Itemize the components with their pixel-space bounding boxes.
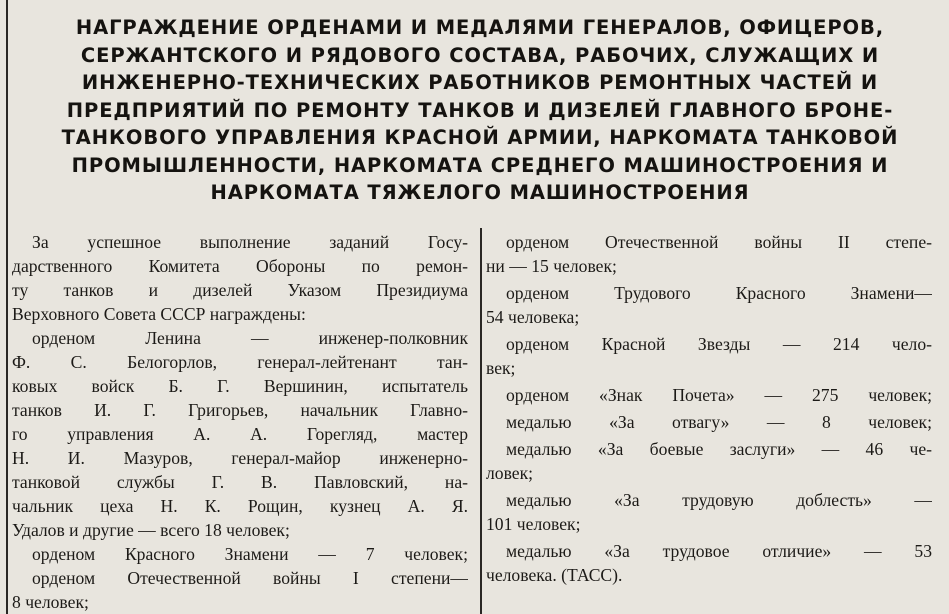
body-line: медалью «За отвагу» — 8 человек; <box>506 412 932 432</box>
body-line: орденом Красной Звезды — 214 чело- <box>506 334 932 354</box>
headline-line: ПРЕДПРИЯТИЙ ПО РЕМОНТУ ТАНКОВ И ДИЗЕЛЕЙ ГЛАВНОГО БРОНЕ- <box>66 98 894 122</box>
body-line: орденом Отечественной войны I степени— <box>32 568 468 588</box>
body-line: 54 человека; <box>486 307 580 327</box>
body-line: ловек; <box>486 463 534 483</box>
body-line: дарственного Комитета Обороны по ремон- <box>12 256 468 276</box>
body-line: орденом «Знак Почета» — 275 человек; <box>506 385 932 405</box>
clipping-edge-rule <box>6 0 8 614</box>
body-line: Ф. С. Белогорлов, генерал-лейтенант тан- <box>12 352 468 372</box>
body-line: ту танков и дизелей Указом Президиума <box>12 280 468 300</box>
body-line: орденом Ленина — инженер-полковник <box>32 328 468 348</box>
headline-line: ИНЖЕНЕРНО-ТЕХНИЧЕСКИХ РАБОТНИКОВ РЕМОНТНЫХ ЧАСТЕЙ И <box>81 71 879 94</box>
headline-line: ПРОМЫШЛЕННОСТИ, НАРКОМАТА СРЕДНЕГО МАШИНОСТРОЕНИЯ И <box>71 153 889 177</box>
column-divider <box>480 228 482 614</box>
headline-line: СЕРЖАНТСКОГО И РЯДОВОГО СОСТАВА, РАБОЧИХ, СЛУЖАЩИХ И <box>80 43 880 67</box>
article-headline <box>40 14 920 207</box>
body-line: век; <box>486 358 516 378</box>
body-line: ни — 15 человек; <box>486 256 617 276</box>
body-line: человека. (ТАСС). <box>486 565 623 585</box>
body-line: орденом Красного Знамени — 7 человек; <box>32 544 468 564</box>
body-line: Верховного Совета СССР награждены: <box>12 304 306 324</box>
body-line: медалью «За трудовое отличие» — 53 <box>506 541 932 561</box>
body-line: го управления А. А. Горегляд, мастер <box>12 424 468 444</box>
body-line: танков И. Г. Григорьев, начальник Главно- <box>12 400 468 420</box>
article-body-right-column <box>486 230 932 587</box>
body-line: 8 человек; <box>12 592 89 612</box>
body-line: орденом Отечественной войны II степе- <box>506 232 932 252</box>
headline-line: НАГРАЖДЕНИЕ ОРДЕНАМИ И МЕДАЛЯМИ ГЕНЕРАЛОВ, ОФИЦЕРОВ, <box>75 16 885 39</box>
body-line: Н. И. Мазуров, генерал-майор инженерно- <box>12 448 468 468</box>
body-line: ковых войск Б. Г. Вершинин, испытатель <box>12 376 468 396</box>
body-line: орденом Трудового Красного Знамени— <box>506 283 932 303</box>
body-line: танковой службы Г. В. Павловский, на- <box>12 472 468 492</box>
body-line: медалью «За боевые заслуги» — 46 че- <box>506 439 932 459</box>
body-line: чальник цеха Н. К. Рощин, кузнец А. Я. <box>12 496 468 516</box>
headline-line: НАРКОМАТА ТЯЖЕЛОГО МАШИНОСТРОЕНИЯ <box>210 181 750 204</box>
body-line: Удалов и другие — всего 18 человек; <box>12 520 290 540</box>
body-line: 101 человек; <box>486 514 581 534</box>
body-line: медалью «За трудовую доблесть» — <box>506 490 932 510</box>
body-line: За успешное выполнение заданий Госу- <box>32 232 468 252</box>
article-body-left-column <box>12 230 468 614</box>
headline-line: ТАНКОВОГО УПРАВЛЕНИЯ КРАСНОЙ АРМИИ, НАРКОМАТА ТАНКОВОЙ <box>61 126 899 149</box>
